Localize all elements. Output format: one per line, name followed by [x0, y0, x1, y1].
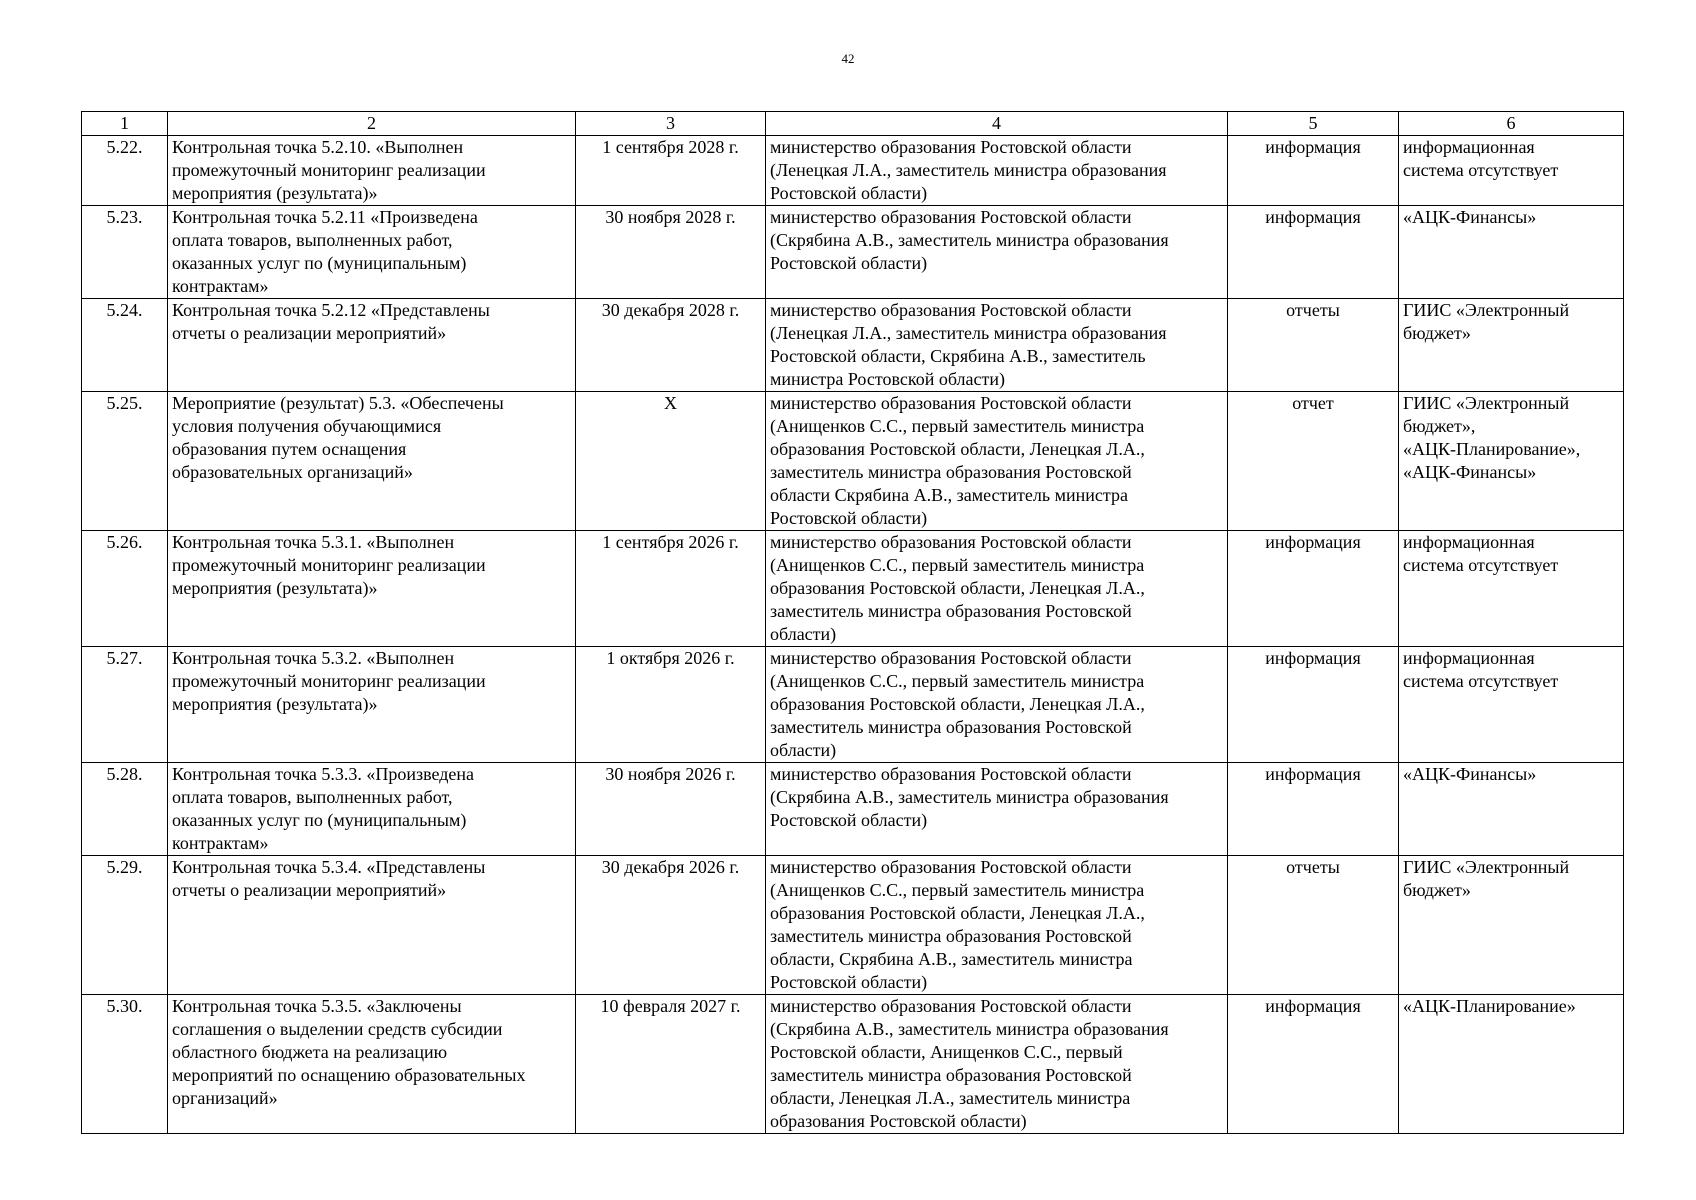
row-system: «АЦК-Планирование» — [1399, 995, 1624, 1134]
table-row — [82, 299, 1624, 392]
table-row — [82, 647, 1624, 763]
row-doc-type: информация — [1228, 206, 1399, 299]
table-row — [82, 995, 1624, 1134]
column-header-1: 1 — [82, 112, 168, 136]
column-header-6: 6 — [1399, 112, 1624, 136]
row-name: Контрольная точка 5.3.1. «Выполнен промежуточный мониторинг реализации мероприятия (результата)» — [168, 531, 576, 647]
table-row — [82, 392, 1624, 531]
row-number: 5.22. — [82, 136, 168, 206]
row-number: 5.25. — [82, 392, 168, 531]
table-row — [82, 856, 1624, 995]
row-responsible: министерство образования Ростовской области (Ленецкая Л.А., заместитель министра образования Ростовской области, Скрябина А.В., заместитель министра Ростовской области) — [766, 299, 1228, 392]
column-header-3: 3 — [576, 112, 766, 136]
row-number: 5.28. — [82, 763, 168, 856]
row-date: 30 декабря 2026 г. — [576, 856, 766, 995]
row-doc-type: информация — [1228, 647, 1399, 763]
row-doc-type: информация — [1228, 763, 1399, 856]
row-number: 5.23. — [82, 206, 168, 299]
row-name: Контрольная точка 5.3.3. «Произведена оплата товаров, выполненных работ, оказанных услуг по (муниципальным) контрактам» — [168, 763, 576, 856]
row-responsible: министерство образования Ростовской области (Скрябина А.В., заместитель министра образования Ростовской области) — [766, 763, 1228, 856]
row-doc-type: отчеты — [1228, 299, 1399, 392]
row-responsible: министерство образования Ростовской области (Скрябина А.В., заместитель министра образования Ростовской области) — [766, 206, 1228, 299]
table-row — [82, 136, 1624, 206]
row-name: Контрольная точка 5.2.12 «Представлены отчеты о реализации мероприятий» — [168, 299, 576, 392]
row-date: 30 ноября 2026 г. — [576, 763, 766, 856]
page-number: 42 — [841, 51, 855, 66]
row-name: Контрольная точка 5.2.10. «Выполнен промежуточный мониторинг реализации мероприятия (результата)» — [168, 136, 576, 206]
column-header-4: 4 — [766, 112, 1228, 136]
row-doc-type: отчет — [1228, 392, 1399, 531]
row-name: Контрольная точка 5.3.4. «Представлены отчеты о реализации мероприятий» — [168, 856, 576, 995]
row-doc-type: информация — [1228, 136, 1399, 206]
row-system: «АЦК-Финансы» — [1399, 763, 1624, 856]
row-date: 1 сентября 2026 г. — [576, 531, 766, 647]
row-date: 30 ноября 2028 г. — [576, 206, 766, 299]
table-row — [82, 206, 1624, 299]
row-date: 10 февраля 2027 г. — [576, 995, 766, 1134]
control-points-table — [81, 111, 1624, 1134]
column-header-5: 5 — [1228, 112, 1399, 136]
row-date: 1 сентября 2028 г. — [576, 136, 766, 206]
table-header-row — [82, 112, 1624, 136]
row-responsible: министерство образования Ростовской области (Ленецкая Л.А., заместитель министра образования Ростовской области) — [766, 136, 1228, 206]
row-responsible: министерство образования Ростовской области (Анищенков С.С., первый заместитель министра образования Ростовской области, Ленецкая Л.А., заместитель министра образования Ростовской области Скрябина А.В., заместитель министра Ростовской области) — [766, 392, 1228, 531]
row-number: 5.26. — [82, 531, 168, 647]
row-system: информационная система отсутствует — [1399, 531, 1624, 647]
row-doc-type: информация — [1228, 531, 1399, 647]
row-date: 1 октября 2026 г. — [576, 647, 766, 763]
row-doc-type: отчеты — [1228, 856, 1399, 995]
row-responsible: министерство образования Ростовской области (Скрябина А.В., заместитель министра образования Ростовской области, Анищенков С.С., первый заместитель министра образования Ростовской области, Ленецкая Л.А., заместитель министра образования Ростовской области) — [766, 995, 1228, 1134]
row-system: ГИИС «Электронный бюджет» — [1399, 856, 1624, 995]
row-system: ГИИС «Электронный бюджет» — [1399, 299, 1624, 392]
table-row — [82, 763, 1624, 856]
row-number: 5.30. — [82, 995, 168, 1134]
row-number: 5.24. — [82, 299, 168, 392]
row-system: информационная система отсутствует — [1399, 647, 1624, 763]
row-name: Мероприятие (результат) 5.3. «Обеспечены условия получения обучающимися образования путем оснащения образовательных организаций» — [168, 392, 576, 531]
row-number: 5.29. — [82, 856, 168, 995]
row-system: информационная система отсутствует — [1399, 136, 1624, 206]
row-responsible: министерство образования Ростовской области (Анищенков С.С., первый заместитель министра образования Ростовской области, Ленецкая Л.А., заместитель министра образования Ростовской области, Скрябина А.В., заместитель министра Ростовской области) — [766, 856, 1228, 995]
row-doc-type: информация — [1228, 995, 1399, 1134]
row-name: Контрольная точка 5.3.2. «Выполнен промежуточный мониторинг реализации мероприятия (результата)» — [168, 647, 576, 763]
row-responsible: министерство образования Ростовской области (Анищенков С.С., первый заместитель министра образования Ростовской области, Ленецкая Л.А., заместитель министра образования Ростовской области) — [766, 531, 1228, 647]
row-date: 30 декабря 2028 г. — [576, 299, 766, 392]
row-responsible: министерство образования Ростовской области (Анищенков С.С., первый заместитель министра образования Ростовской области, Ленецкая Л.А., заместитель министра образования Ростовской области) — [766, 647, 1228, 763]
column-header-2: 2 — [168, 112, 576, 136]
table-row — [82, 531, 1624, 647]
row-system: «АЦК-Финансы» — [1399, 206, 1624, 299]
row-system: ГИИС «Электронный бюджет», «АЦК-Планирование», «АЦК-Финансы» — [1399, 392, 1624, 531]
row-name: Контрольная точка 5.3.5. «Заключены соглашения о выделении средств субсидии областного бюджета на реализацию мероприятий по оснащению образовательных организаций» — [168, 995, 576, 1134]
row-name: Контрольная точка 5.2.11 «Произведена оплата товаров, выполненных работ, оказанных услуг по (муниципальным) контрактам» — [168, 206, 576, 299]
row-number: 5.27. — [82, 647, 168, 763]
row-date: X — [576, 392, 766, 531]
